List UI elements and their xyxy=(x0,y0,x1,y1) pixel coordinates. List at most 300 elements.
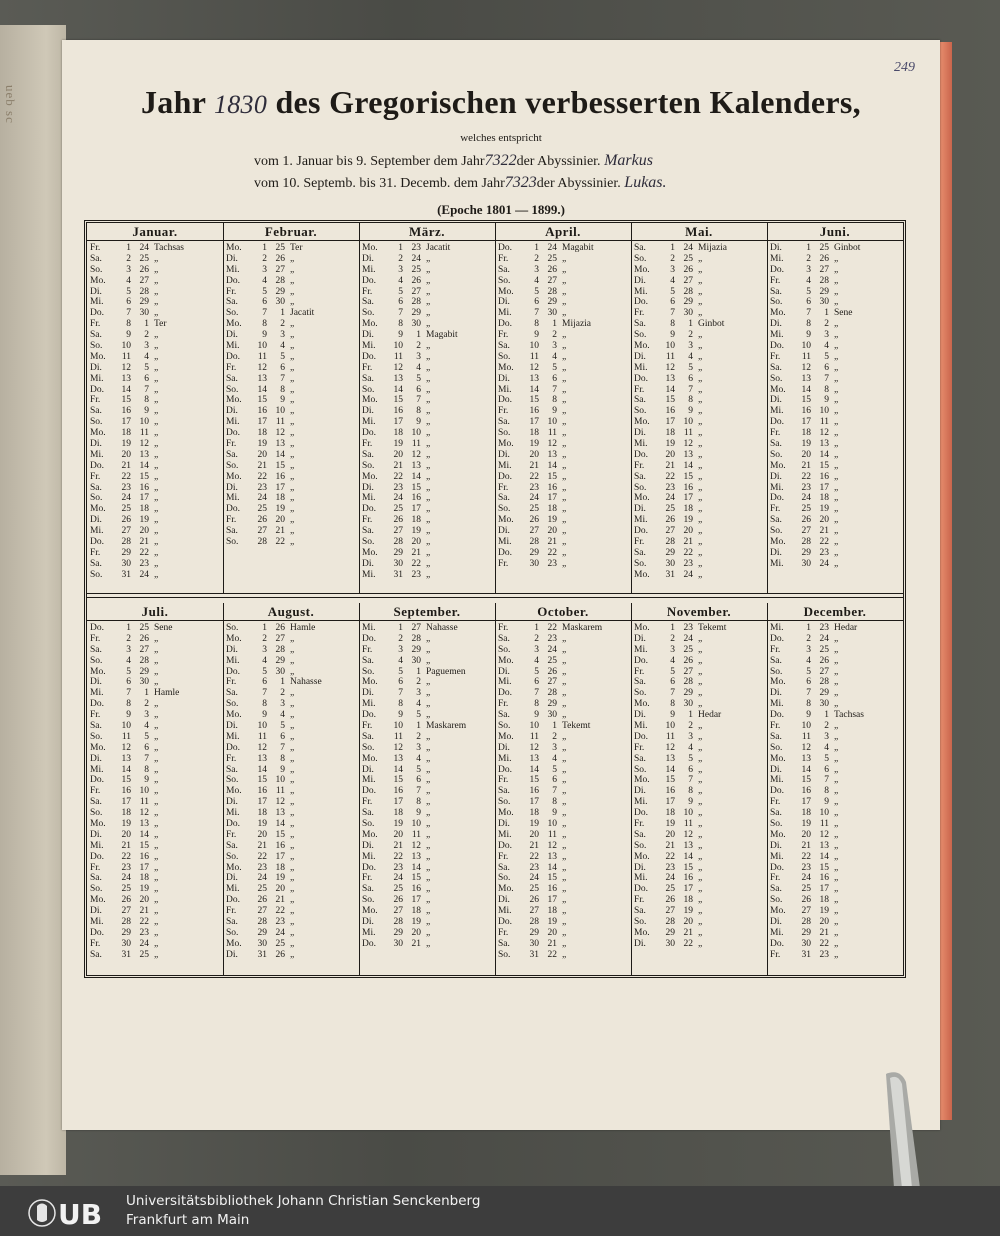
gregorian-day: 7 xyxy=(126,688,131,699)
abyssinian-month: „ xyxy=(698,829,703,840)
gregorian-day: 28 xyxy=(801,537,811,548)
abyssinian-month: „ xyxy=(834,917,839,928)
gregorian-day: 1 xyxy=(126,243,131,253)
gregorian-day: 14 xyxy=(529,764,539,775)
weekday: Di. xyxy=(498,895,510,906)
day-row xyxy=(359,928,495,939)
abyssinian-month: „ xyxy=(698,526,703,537)
day-row xyxy=(87,559,223,570)
weekday: Di. xyxy=(634,862,646,873)
weekday: Di. xyxy=(770,319,782,330)
day-row xyxy=(223,895,359,906)
abyssinian-day: 19 xyxy=(411,917,421,928)
abyssinian-month: „ xyxy=(290,460,295,471)
day-row xyxy=(223,374,359,385)
abyssinian-month: „ xyxy=(562,819,567,830)
weekday: Do. xyxy=(90,537,104,548)
day-row xyxy=(767,808,903,819)
day-row xyxy=(495,374,631,385)
weekday: Mo. xyxy=(634,569,650,580)
abyssinian-month: „ xyxy=(290,829,295,840)
gregorian-day: 23 xyxy=(121,862,131,873)
day-row xyxy=(767,243,903,254)
abyssinian-month: „ xyxy=(698,699,703,710)
day-row xyxy=(87,743,223,754)
day-row xyxy=(767,743,903,754)
abyssinian-day: 11 xyxy=(411,439,421,450)
abyssinian-month: „ xyxy=(290,786,295,797)
gregorian-day: 20 xyxy=(257,829,267,840)
gregorian-day: 7 xyxy=(534,688,539,699)
gregorian-day: 24 xyxy=(529,493,539,504)
abyssinian-month: „ xyxy=(426,873,431,884)
gregorian-day: 22 xyxy=(257,471,267,482)
gregorian-day: 15 xyxy=(665,395,675,406)
abyssinian-day: 12 xyxy=(411,840,421,851)
gregorian-day: 21 xyxy=(257,460,267,471)
gregorian-day: 2 xyxy=(398,253,403,264)
day-row xyxy=(87,406,223,417)
abyssinian-month: „ xyxy=(290,286,295,297)
day-row xyxy=(87,472,223,483)
gregorian-day: 15 xyxy=(801,775,811,786)
gregorian-day: 11 xyxy=(801,731,811,742)
weekday: Di. xyxy=(226,253,238,264)
weekday: Fr. xyxy=(770,721,781,732)
abyssinian-month: „ xyxy=(562,471,567,482)
abyssinian-day: 26 xyxy=(819,655,829,666)
abyssinian-month: Jacatit xyxy=(290,308,315,319)
abyssinian-month: „ xyxy=(698,808,703,819)
weekday: Sa. xyxy=(634,547,646,558)
abyssinian-month: „ xyxy=(290,319,295,330)
day-row xyxy=(767,667,903,678)
abyssinian-day: 22 xyxy=(411,558,421,569)
abyssinian-month: „ xyxy=(698,362,703,373)
weekday: Sa. xyxy=(90,949,102,960)
day-row xyxy=(767,461,903,472)
gregorian-day: 26 xyxy=(665,895,675,906)
gregorian-day: 13 xyxy=(393,373,403,384)
abyssinian-day: 14 xyxy=(411,862,421,873)
abyssinian-month: „ xyxy=(698,797,703,808)
abyssinian-month: Ginbot xyxy=(698,319,725,330)
gregorian-day: 30 xyxy=(257,938,267,949)
weekday: Mi. xyxy=(634,644,648,655)
abyssinian-day: 23 xyxy=(547,633,557,644)
gregorian-day: 30 xyxy=(665,558,675,569)
gregorian-day: 25 xyxy=(393,504,403,515)
gregorian-day: 29 xyxy=(529,547,539,558)
abyssinian-day: 24 xyxy=(683,633,693,644)
day-row xyxy=(223,852,359,863)
facing-page-text: ueb sc xyxy=(3,85,18,124)
day-row xyxy=(359,677,495,688)
day-row xyxy=(87,450,223,461)
abyssinian-day: 26 xyxy=(683,264,693,275)
gregorian-day: 13 xyxy=(665,373,675,384)
day-row xyxy=(495,450,631,461)
gregorian-day: 26 xyxy=(257,895,267,906)
abyssinian-month: „ xyxy=(154,471,159,482)
day-row xyxy=(359,819,495,830)
gregorian-day: 6 xyxy=(534,297,539,308)
abyssinian-day: 15 xyxy=(547,471,557,482)
abyssinian-month: „ xyxy=(562,341,567,352)
gregorian-day: 3 xyxy=(670,644,675,655)
weekday: So. xyxy=(634,482,647,493)
day-row xyxy=(87,830,223,841)
gregorian-day: 18 xyxy=(393,808,403,819)
gregorian-day: 12 xyxy=(665,742,675,753)
abyssinian-day: 4 xyxy=(552,351,557,362)
gregorian-day: 20 xyxy=(665,829,675,840)
gregorian-day: 14 xyxy=(801,384,811,395)
weekday: Mi. xyxy=(770,558,784,569)
gregorian-day: 25 xyxy=(665,884,675,895)
weekday: Mo. xyxy=(498,362,514,373)
gregorian-day: 27 xyxy=(665,526,675,537)
abyssinian-day: 8 xyxy=(824,384,829,395)
day-row xyxy=(223,906,359,917)
day-row xyxy=(223,830,359,841)
gregorian-day: 16 xyxy=(529,406,539,417)
day-row xyxy=(359,548,495,559)
day-row xyxy=(495,330,631,341)
abyssinian-day: 7 xyxy=(416,786,421,797)
abyssinian-month: „ xyxy=(834,938,839,949)
abyssinian-day: 5 xyxy=(416,764,421,775)
abyssinian-month: Tachsas xyxy=(834,710,864,721)
abyssinian-day: 6 xyxy=(688,764,693,775)
abyssinian-month: „ xyxy=(698,938,703,949)
abyssinian-day: 16 xyxy=(139,851,149,862)
abyssinian-month: „ xyxy=(834,873,839,884)
abyssinian-month: „ xyxy=(154,753,159,764)
abyssinian-day: 1 xyxy=(144,319,149,330)
abyssinian-month: „ xyxy=(426,471,431,482)
gregorian-day: 9 xyxy=(262,710,267,721)
day-row xyxy=(631,341,767,352)
gregorian-day: 7 xyxy=(126,308,131,319)
gregorian-day: 23 xyxy=(529,862,539,873)
gregorian-day: 23 xyxy=(665,862,675,873)
abyssinian-month: „ xyxy=(562,351,567,362)
abyssinian-day: 30 xyxy=(819,297,829,308)
day-row xyxy=(87,276,223,287)
gregorian-day: 17 xyxy=(529,417,539,428)
gregorian-day: 31 xyxy=(393,569,403,580)
weekday: Fr. xyxy=(634,666,645,677)
abyssinian-month: Hedar xyxy=(834,623,858,633)
abyssinian-day: 27 xyxy=(683,275,693,286)
abyssinian-month: „ xyxy=(698,417,703,428)
gregorian-day: 12 xyxy=(121,362,131,373)
weekday: Fr. xyxy=(362,515,373,526)
abyssinian-month: „ xyxy=(290,731,295,742)
gregorian-day: 22 xyxy=(121,471,131,482)
weekday: Mi. xyxy=(498,308,512,319)
gregorian-day: 30 xyxy=(665,938,675,949)
weekday: Fr. xyxy=(362,644,373,655)
gregorian-day: 16 xyxy=(121,786,131,797)
weekday: Di. xyxy=(770,471,782,482)
day-row xyxy=(631,265,767,276)
abyssinian-day: 6 xyxy=(144,373,149,384)
day-row xyxy=(223,395,359,406)
gregorian-day: 4 xyxy=(398,655,403,666)
weekday: Fr. xyxy=(498,623,509,633)
abyssinian-month: „ xyxy=(698,428,703,439)
abyssinian-month: „ xyxy=(834,742,839,753)
abyssinian-day: 29 xyxy=(547,699,557,710)
day-row xyxy=(631,319,767,330)
gregorian-day: 31 xyxy=(121,949,131,960)
day-row xyxy=(767,330,903,341)
abyssinian-month: „ xyxy=(562,286,567,297)
day-row xyxy=(495,297,631,308)
gregorian-day: 23 xyxy=(801,862,811,873)
gregorian-day: 13 xyxy=(801,753,811,764)
weekday: Di. xyxy=(634,633,646,644)
half-year-divider xyxy=(87,597,903,598)
day-row xyxy=(87,939,223,950)
abyssinian-month: „ xyxy=(154,677,159,688)
abyssinian-month: „ xyxy=(154,569,159,580)
weekday: Mi. xyxy=(498,384,512,395)
weekday: Sa. xyxy=(498,862,510,873)
day-row xyxy=(87,461,223,472)
weekday: Sa. xyxy=(498,264,510,275)
weekday: Mi. xyxy=(498,537,512,548)
abyssinian-day: 5 xyxy=(144,362,149,373)
abyssinian-month: Sene xyxy=(834,308,853,319)
gregorian-day: 18 xyxy=(393,428,403,439)
weekday: Mi. xyxy=(226,264,240,275)
weekday: Mo. xyxy=(634,623,650,633)
gregorian-day: 20 xyxy=(529,829,539,840)
gregorian-day: 17 xyxy=(257,417,267,428)
abyssinian-month: „ xyxy=(290,537,295,548)
abyssinian-day: 25 xyxy=(411,264,421,275)
abyssinian-day: 18 xyxy=(819,895,829,906)
abyssinian-month: „ xyxy=(154,286,159,297)
weekday: Sa. xyxy=(362,655,374,666)
abyssinian-month: „ xyxy=(562,253,567,264)
day-row xyxy=(495,308,631,319)
day-row xyxy=(495,699,631,710)
day-row xyxy=(359,884,495,895)
weekday: Sa. xyxy=(90,558,102,569)
abyssinian-month: „ xyxy=(154,884,159,895)
abyssinian-month: „ xyxy=(698,275,703,286)
gregorian-day: 10 xyxy=(257,341,267,352)
abyssinian-day: 15 xyxy=(411,482,421,493)
abyssinian-day: 10 xyxy=(819,808,829,819)
abyssinian-month: „ xyxy=(562,699,567,710)
abyssinian-day: 18 xyxy=(139,873,149,884)
gregorian-day: 6 xyxy=(126,677,131,688)
gregorian-day: 5 xyxy=(398,666,403,677)
abyssinian-day: 9 xyxy=(416,808,421,819)
abyssinian-month: „ xyxy=(834,895,839,906)
abyssinian-day: 5 xyxy=(144,731,149,742)
abyssinian-month: „ xyxy=(154,808,159,819)
gregorian-day: 5 xyxy=(262,286,267,297)
day-row xyxy=(767,297,903,308)
gregorian-day: 30 xyxy=(393,938,403,949)
abyssinian-day: 23 xyxy=(275,917,285,928)
day-row xyxy=(359,699,495,710)
abyssinian-month: „ xyxy=(562,330,567,341)
abyssinian-month: „ xyxy=(834,373,839,384)
weekday: So. xyxy=(498,873,511,884)
abyssinian-day: 20 xyxy=(139,526,149,537)
day-row xyxy=(495,472,631,483)
weekday: Do. xyxy=(770,710,784,721)
gregorian-day: 4 xyxy=(126,655,131,666)
weekday: Mo. xyxy=(90,504,106,515)
abyssinian-month: „ xyxy=(698,504,703,515)
weekday: Fr. xyxy=(498,927,509,938)
abyssinian-day: 6 xyxy=(416,384,421,395)
day-row xyxy=(631,677,767,688)
day-row xyxy=(87,297,223,308)
abyssinian-month: Hedar xyxy=(698,710,722,721)
day-row xyxy=(631,504,767,515)
gregorian-day: 21 xyxy=(801,460,811,471)
gregorian-day: 8 xyxy=(262,319,267,330)
day-row xyxy=(359,873,495,884)
abyssinian-month: „ xyxy=(834,547,839,558)
weekday: Mo. xyxy=(226,395,242,406)
month-name: März. xyxy=(359,223,495,241)
abyssinian-month: „ xyxy=(426,253,431,264)
abyssinian-day: 4 xyxy=(552,753,557,764)
abyssinian-month: „ xyxy=(834,644,839,655)
day-row xyxy=(359,483,495,494)
abyssinian-month: „ xyxy=(426,797,431,808)
day-row xyxy=(223,873,359,884)
weekday: Mo. xyxy=(498,808,514,819)
weekday: Fr. xyxy=(226,362,237,373)
gregorian-day: 31 xyxy=(801,949,811,960)
subtitle: welches entspricht xyxy=(460,132,542,144)
abyssinian-day: 2 xyxy=(824,721,829,732)
gregorian-day: 27 xyxy=(121,906,131,917)
weekday: Fr. xyxy=(226,753,237,764)
weekday: Do. xyxy=(498,840,512,851)
abyssinian-day: 17 xyxy=(819,482,829,493)
day-row xyxy=(495,656,631,667)
correspondence-line-1 xyxy=(254,152,653,170)
gregorian-day: 16 xyxy=(801,786,811,797)
weekday: Mi. xyxy=(770,482,784,493)
gregorian-day: 27 xyxy=(121,526,131,537)
gregorian-day: 9 xyxy=(670,330,675,341)
day-row xyxy=(87,710,223,721)
gregorian-day: 29 xyxy=(121,927,131,938)
gregorian-day: 17 xyxy=(529,797,539,808)
abyssinian-month: „ xyxy=(698,721,703,732)
day-row xyxy=(223,819,359,830)
weekday: Sa. xyxy=(770,362,782,373)
abyssinian-day: 22 xyxy=(819,938,829,949)
abyssinian-day: 19 xyxy=(411,526,421,537)
day-row xyxy=(87,677,223,688)
abyssinian-day: 22 xyxy=(139,917,149,928)
day-row xyxy=(495,688,631,699)
abyssinian-day: 28 xyxy=(139,655,149,666)
weekday: Di. xyxy=(498,742,510,753)
gregorian-day: 16 xyxy=(257,406,267,417)
abyssinian-month: „ xyxy=(562,633,567,644)
day-row xyxy=(495,710,631,721)
weekday: So. xyxy=(362,666,375,677)
abyssinian-month: „ xyxy=(562,764,567,775)
day-row xyxy=(223,308,359,319)
day-row xyxy=(223,645,359,656)
abyssinian-day: 25 xyxy=(139,623,149,633)
gregorian-day: 12 xyxy=(529,742,539,753)
abyssinian-day: 22 xyxy=(275,537,285,548)
abyssinian-month: „ xyxy=(834,786,839,797)
weekday: Do. xyxy=(90,851,104,862)
gregorian-day: 7 xyxy=(262,688,267,699)
abyssinian-month: „ xyxy=(290,927,295,938)
gregorian-day: 9 xyxy=(398,330,403,341)
gregorian-day: 7 xyxy=(398,688,403,699)
day-row xyxy=(87,765,223,776)
gregorian-day: 9 xyxy=(534,330,539,341)
abyssinian-day: 9 xyxy=(416,417,421,428)
day-row xyxy=(495,385,631,396)
day-row xyxy=(223,526,359,537)
abyssinian-month: „ xyxy=(562,873,567,884)
abyssinian-month: Ginbot xyxy=(834,243,861,253)
abyssinian-day: 20 xyxy=(683,917,693,928)
gregorian-day: 18 xyxy=(121,428,131,439)
abyssinian-day: 9 xyxy=(688,406,693,417)
abyssinian-day: 23 xyxy=(411,243,421,253)
abyssinian-day: 8 xyxy=(144,764,149,775)
day-row xyxy=(495,515,631,526)
day-row xyxy=(359,341,495,352)
abyssinian-day: 25 xyxy=(683,253,693,264)
calendar-table xyxy=(84,220,906,978)
day-row xyxy=(223,265,359,276)
gregorian-day: 7 xyxy=(806,308,811,319)
abyssinian-day: 24 xyxy=(819,558,829,569)
abyssinian-day: 1 xyxy=(416,666,421,677)
abyssinian-day: 1 xyxy=(824,710,829,721)
day-row xyxy=(767,385,903,396)
logo-text: UB xyxy=(58,1198,103,1230)
gregorian-day: 9 xyxy=(398,710,403,721)
abyssinian-day: 7 xyxy=(280,742,285,753)
weekday: Sa. xyxy=(634,395,646,406)
abyssinian-day: 5 xyxy=(688,753,693,764)
gregorian-day: 21 xyxy=(665,840,675,851)
gregorian-day: 3 xyxy=(806,264,811,275)
abyssinian-day: 15 xyxy=(683,862,693,873)
day-row xyxy=(223,297,359,308)
abyssinian-day: 26 xyxy=(547,264,557,275)
abyssinian-day: 6 xyxy=(824,362,829,373)
abyssinian-day: 9 xyxy=(824,797,829,808)
abyssinian-month: „ xyxy=(834,699,839,710)
gregorian-day: 15 xyxy=(257,775,267,786)
